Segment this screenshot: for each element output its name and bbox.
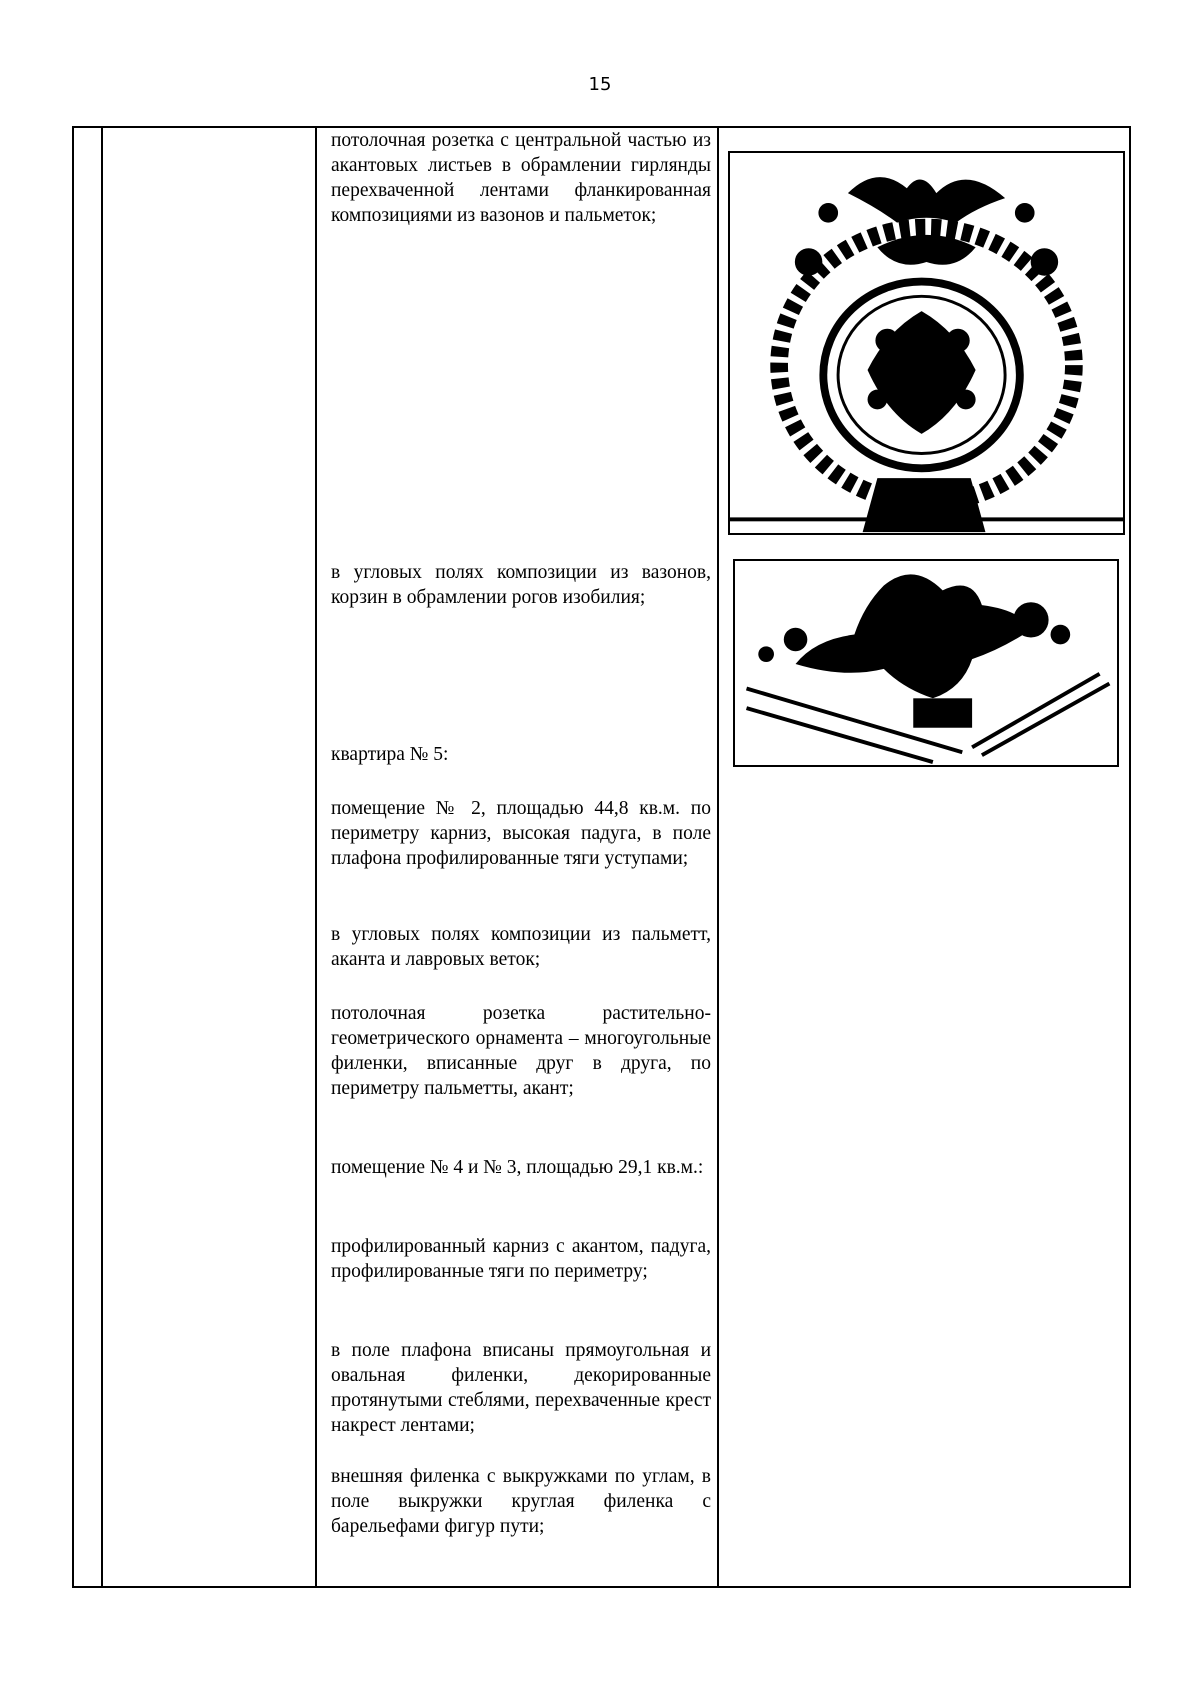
paragraph-rooms-4-3: помещение № 4 и № 3, площадью 29,1 кв.м.:: [331, 1157, 704, 1178]
column-divider-2: [315, 128, 317, 1586]
paragraph-geometric-rosette: потолочная розетка растительно-геометрического орнамента – многоугольные филенки, вписанные друг в друга, по периметру пальметты, акант;: [331, 1003, 711, 1099]
column-divider-1: [101, 128, 103, 1586]
paragraph-cornice: профилированный карниз с акантом, падуга, профилированные тяги по периметру;: [331, 1236, 711, 1282]
paragraph-room-2: помещение № 2, площадью 44,8 кв.м. по периметру карниз, высокая падуга, в поле плафона профилированные тяги уступами;: [331, 798, 711, 869]
paragraph-outer-panel: внешняя филенка с выкружками по углам, в поле выкружки круглая филенка с барельефами фигур пути;: [331, 1466, 711, 1537]
description-table: [72, 126, 1131, 1588]
paragraph-panels: в поле плафона вписаны прямоугольная и овальная филенки, декорированные протянутыми стеблями, перехваченные крест накрест лентами;: [331, 1340, 711, 1436]
ceiling-rosette-photo: [728, 151, 1125, 535]
paragraph-ceiling-rosette: потолочная розетка с центральной частью из акантовых листьев в обрамлении гирлянды перехваченной лентами фланкированная композициями из вазонов и пальметок;: [331, 130, 711, 226]
corner-composition-photo: [733, 559, 1119, 767]
ornament-rosette-icon: [730, 153, 1123, 533]
paragraph-corner-fields: в угловых полях композиции из вазонов, корзин в обрамлении рогов изобилия;: [331, 562, 711, 608]
column-divider-3: [717, 128, 719, 1586]
ornament-corner-icon: [735, 561, 1117, 765]
page-number: 15: [588, 74, 612, 95]
paragraph-apartment-heading: квартира № 5:: [331, 744, 449, 765]
paragraph-corner-palmettes: в угловых полях композиции из пальметт, аканта и лавровых веток;: [331, 924, 711, 970]
